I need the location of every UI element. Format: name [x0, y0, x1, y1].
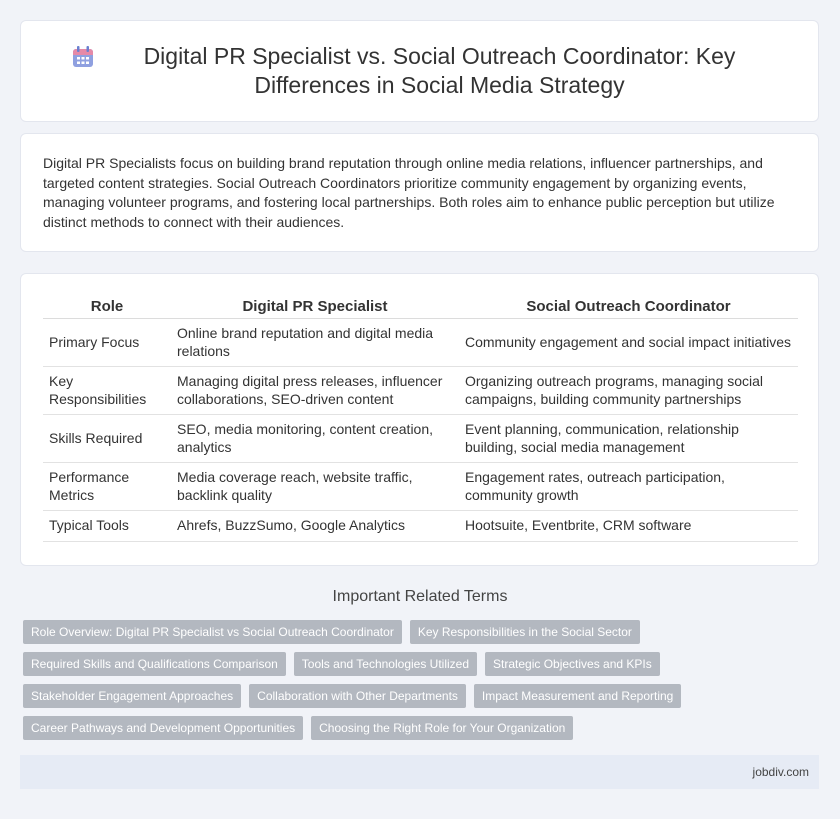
footer — [20, 755, 819, 789]
comparison-table — [43, 294, 798, 542]
page-title: Digital PR Specialist vs. Social Outreach Coordinator: Key Differences in Social Media Strategy — [143, 43, 736, 98]
table-header-row — [43, 294, 798, 319]
table-row — [43, 463, 798, 511]
tag-row — [23, 652, 823, 676]
related-term-tag[interactable]: Required Skills and Qualifications Comparison — [23, 652, 286, 676]
tag-row — [23, 620, 823, 644]
intro-card — [20, 133, 819, 252]
cell-digital-pr: Online brand reputation and digital media relations — [171, 319, 459, 367]
related-term-tag[interactable]: Impact Measurement and Reporting — [474, 684, 681, 708]
row-label: Typical Tools — [43, 511, 171, 542]
table-row — [43, 415, 798, 463]
row-label: Skills Required — [43, 415, 171, 463]
tag-row — [23, 716, 823, 740]
related-term-tag[interactable]: Career Pathways and Development Opportunities — [23, 716, 303, 740]
cell-social-outreach: Hootsuite, Eventbrite, CRM software — [459, 511, 798, 542]
row-label: Key Responsibilities — [43, 367, 171, 415]
tag-row — [23, 684, 823, 708]
header-digital-pr: Digital PR Specialist — [171, 294, 459, 319]
comparison-card — [20, 273, 819, 566]
table-row — [43, 367, 798, 415]
cell-social-outreach: Organizing outreach programs, managing social campaigns, building community partnerships — [459, 367, 798, 415]
title-card — [20, 20, 819, 122]
cell-digital-pr: Ahrefs, BuzzSumo, Google Analytics — [171, 511, 459, 542]
row-label: Primary Focus — [43, 319, 171, 367]
cell-social-outreach: Event planning, communication, relationship building, social media management — [459, 415, 798, 463]
cell-digital-pr: Media coverage reach, website traffic, backlink quality — [171, 463, 459, 511]
calendar-icon — [70, 44, 96, 70]
related-term-tag[interactable]: Key Responsibilities in the Social Sector — [410, 620, 640, 644]
intro-text: Digital PR Specialists focus on building brand reputation through online media relations, influencer partnerships, and targeted content strategies. Social Outreach Coordinators prioritize community engagement by organizing events, managing volunteer programs, and fostering local partnerships. Both roles aim to enhance public perception but utilize distinct methods to connect with their audiences. — [43, 155, 775, 230]
related-term-tag[interactable]: Stakeholder Engagement Approaches — [23, 684, 241, 708]
table-row — [43, 511, 798, 542]
header-role: Role — [43, 294, 171, 319]
related-term-tag[interactable]: Collaboration with Other Departments — [249, 684, 466, 708]
cell-social-outreach: Community engagement and social impact initiatives — [459, 319, 798, 367]
related-terms-list — [23, 620, 823, 748]
related-term-tag[interactable]: Role Overview: Digital PR Specialist vs Social Outreach Coordinator — [23, 620, 402, 644]
cell-digital-pr: Managing digital press releases, influencer collaborations, SEO-driven content — [171, 367, 459, 415]
cell-social-outreach: Engagement rates, outreach participation, community growth — [459, 463, 798, 511]
table-row — [43, 319, 798, 367]
related-terms-heading: Important Related Terms — [332, 588, 508, 605]
header-social-outreach: Social Outreach Coordinator — [459, 294, 798, 319]
title-wrap — [70, 42, 770, 100]
row-label: Performance Metrics — [43, 463, 171, 511]
cell-digital-pr: SEO, media monitoring, content creation, analytics — [171, 415, 459, 463]
related-term-tag[interactable]: Tools and Technologies Utilized — [294, 652, 477, 676]
footer-site-link[interactable]: jobdiv.com — [752, 765, 809, 779]
related-term-tag[interactable]: Strategic Objectives and KPIs — [485, 652, 660, 676]
related-term-tag[interactable]: Choosing the Right Role for Your Organization — [311, 716, 573, 740]
